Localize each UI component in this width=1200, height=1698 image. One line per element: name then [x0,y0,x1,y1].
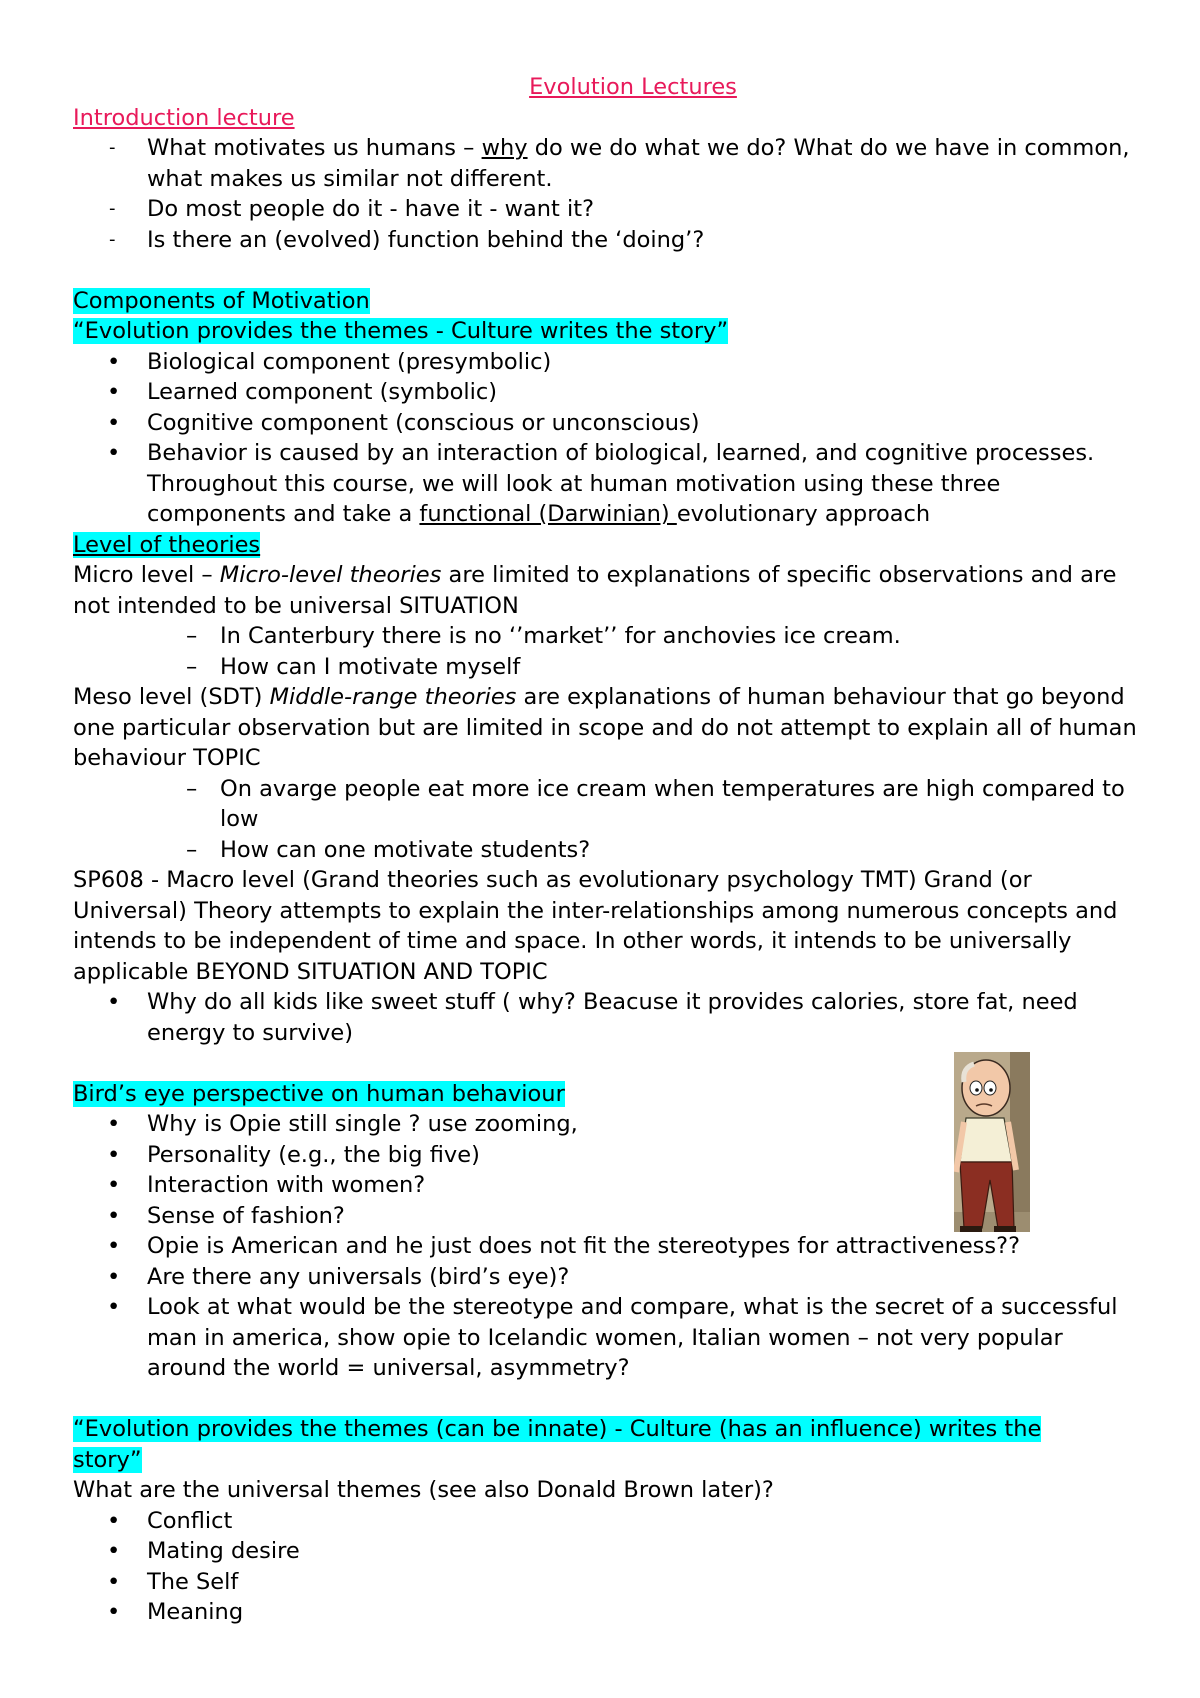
list-item: • Personality (e.g., the big five) [73,1140,1143,1171]
bullet-marker: • [107,1233,121,1259]
bullet-marker: • [107,379,121,405]
list-item: • Cognitive component (conscious or unconscious) [73,408,1143,439]
macro-paragraph: SP608 - Macro level (Grand theories such as evolutionary psychology TMT) Grand (or Universal) Theory attempts to explain the inter-relationships among numerous concepts and intends to be independent of time and space. In other words, it intends to be universally applicable BEYOND SITUATION AND TOPIC [73,867,1118,985]
sub-item: – In Canterbury there is no ‘’market’’ for anchovies ice cream. [73,621,1143,652]
list-item: • Meaning [73,1597,1143,1628]
intro-item: - Do most people do it - have it - want it? [73,194,1143,225]
intro-item: - Is there an (evolved) function behind the ‘doing’? [73,225,1143,256]
bullet-marker: • [107,1111,121,1137]
bullet-marker: • [107,989,121,1015]
bullet-marker: • [107,1263,121,1290]
list-item: • The Self [73,1567,1143,1598]
sub-item: – How can I motivate myself [73,652,1143,683]
components-quote: “Evolution provides the themes - Culture writes the story” [73,318,729,344]
endash-marker: – [186,623,198,649]
document-page [73,72,1143,1628]
list-item: • Are there any universals (bird’s eye)? [73,1262,1143,1293]
endash-marker: – [186,653,198,680]
sub-item: – How can one motivate students? [73,835,1143,866]
bullet-marker: • [107,1507,121,1534]
list-item: • Biological component (presymbolic) [73,347,1143,378]
intro-item: - What motivates us humans – why do we do what we do? What do we have in common, what makes us similar not different. [109,135,1130,192]
themes-heading: “Evolution provides the themes (can be innate) - Culture (has an influence) writes the story” [73,1416,1042,1473]
list-item: • Why is Opie still single ? use zooming, [73,1109,1143,1140]
themes-question: What are the universal themes (see also Donald Brown later)? [73,1477,774,1503]
list-item: • Why do all kids like sweet stuff ( why? Beacuse it provides calories, store fat, need energy to survive) [107,989,1078,1046]
levels-heading: Level of theories [73,531,261,558]
list-item: • Mating desire [73,1536,1143,1567]
intro-heading: Introduction lecture [73,104,295,131]
bullet-marker: • [107,1172,121,1198]
endash-marker: – [186,775,198,802]
meso-paragraph: Meso level (SDT) Middle-range theories are explanations of human behaviour that go beyond one particular observation but are limited in scope and do not attempt to explain all of human behaviour TOPIC [73,684,1137,771]
bullet-marker: • [107,1294,121,1320]
list-item: • Look at what would be the stereotype and compare, what is the secret of a successful man in america, show opie to Icelandic women, Italian women – not very popular around the world = universal, asymmetry? [107,1294,1118,1381]
list-item: • Learned component (symbolic) [73,377,1143,408]
bullet-marker: • [107,1202,121,1229]
endash-marker: – [186,836,198,863]
document-title: Evolution Lectures [529,74,737,100]
bullet-marker: • [107,440,121,466]
cartoon-man-illustration [954,1052,1030,1232]
birds-heading: Bird’s eye perspective on human behaviour [73,1080,565,1107]
list-item: • Behavior is caused by an interaction of biological, learned, and cognitive processes. Throughout this course, we will look at human motivation using these three components and take a functional (Darwinian) evolutionary approach [107,440,1095,527]
sub-item: – On avarge people eat more ice cream when temperatures are high compared to low [186,775,1125,832]
list-item: • Interaction with women? [73,1170,1143,1201]
bullet-marker: • [107,348,121,375]
dash-marker: - [109,228,116,250]
bullet-marker: • [107,1599,121,1625]
list-item: • Conflict [73,1506,1143,1537]
bullet-marker: • [107,1538,121,1564]
list-item: • Sense of fashion? [73,1201,1143,1232]
bullet-marker: • [107,409,121,436]
bullet-marker: • [107,1141,121,1168]
components-heading: Components of Motivation [73,287,370,314]
list-item: • Opie is American and he just does not fit the stereotypes for attractiveness?? [73,1231,1143,1262]
bullet-marker: • [107,1568,121,1595]
dash-marker: - [109,198,116,219]
micro-paragraph: Micro level – Micro-level theories are limited to explanations of specific observations and are not intended to be universal SITUATION [73,562,1117,619]
dash-marker: - [109,137,116,158]
